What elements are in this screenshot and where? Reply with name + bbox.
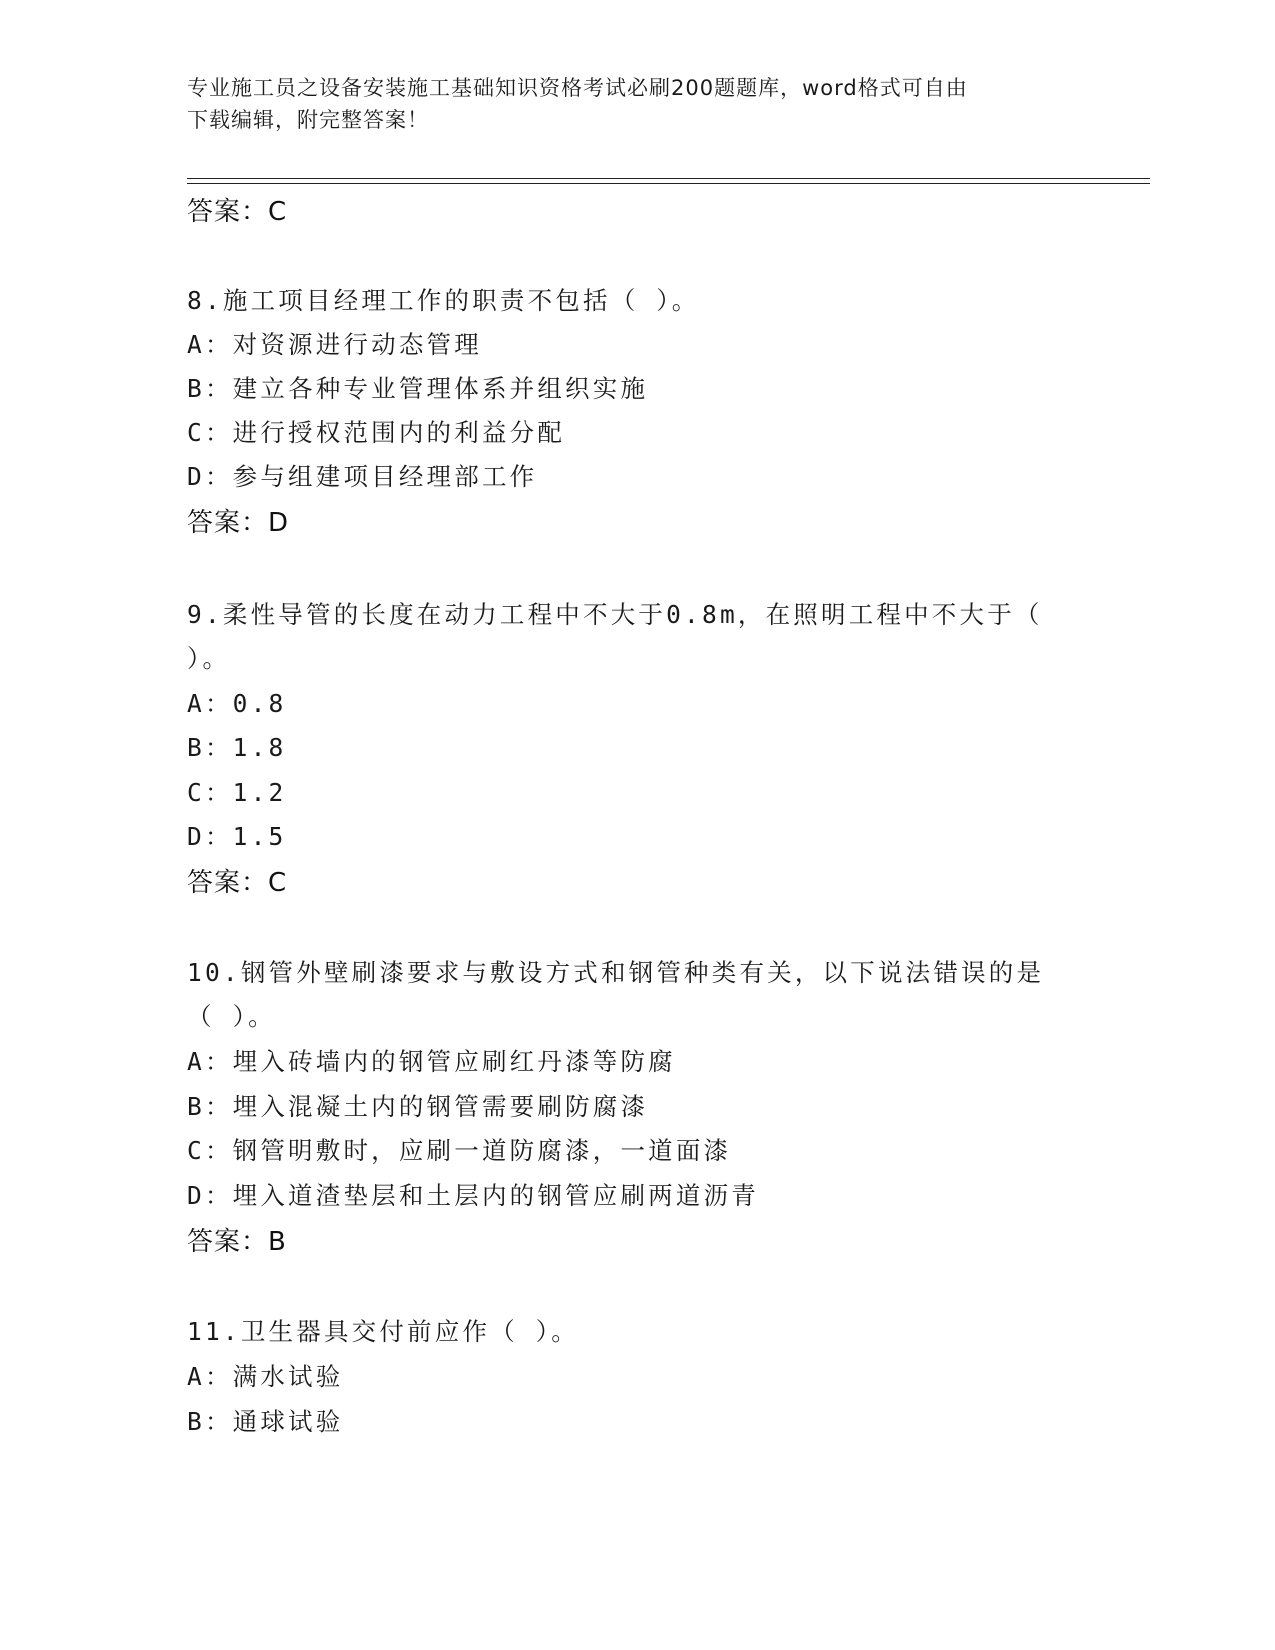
q10-question-line-1: 10.钢管外壁刷漆要求与敷设方式和钢管种类有关，以下说法错误的是 (187, 958, 1045, 987)
q10-option-b: B：埋入混凝土内的钢管需要刷防腐漆 (187, 1092, 649, 1121)
q10-option-c: C：钢管明敷时，应刷一道防腐漆，一道面漆 (187, 1136, 732, 1165)
q8-option-d: D：参与组建项目经理部工作 (187, 462, 538, 491)
q10-question-line-2: （ ）。 (187, 1002, 276, 1031)
q8-option-c: C：进行授权范围内的利益分配 (187, 418, 566, 447)
header-divider-bottom (187, 183, 1150, 184)
q10-option-a: A：埋入砖墙内的钢管应刷红丹漆等防腐 (187, 1047, 676, 1076)
answer-previous: 答案：C (187, 197, 288, 227)
q8-option-a: A：对资源进行动态管理 (187, 330, 482, 359)
q9-question-line-1: 9.柔性导管的长度在动力工程中不大于0.8m，在照明工程中不大于（ (187, 600, 1043, 629)
q10-option-d: D：埋入道渣垫层和土层内的钢管应刷两道沥青 (187, 1181, 759, 1210)
q9-option-a: A：0.8 (187, 689, 287, 718)
q11-option-b: B：通球试验 (187, 1407, 344, 1436)
q11-question: 11.卫生器具交付前应作（ ）。 (187, 1317, 579, 1346)
q9-option-c: C：1.2 (187, 778, 287, 807)
q9-answer: 答案：C (187, 868, 288, 898)
q8-answer: 答案：D (187, 508, 290, 538)
q8-option-b: B：建立各种专业管理体系并组织实施 (187, 374, 649, 403)
q8-question: 8.施工项目经理工作的职责不包括（ ）。 (187, 286, 700, 315)
q11-option-a: A：满水试验 (187, 1362, 344, 1391)
header-line-2: 下载编辑，附完整答案！ (187, 108, 429, 132)
header-line-1: 专业施工员之设备安装施工基础知识资格考试必刷200题题库，word格式可自由 (187, 76, 968, 100)
document-header (187, 72, 1067, 136)
q10-answer: 答案：B (187, 1227, 287, 1257)
q9-option-b: B：1.8 (187, 733, 287, 762)
q9-question-line-2: ）。 (187, 644, 231, 673)
header-divider-top (187, 178, 1150, 179)
q9-option-d: D：1.5 (187, 822, 287, 851)
